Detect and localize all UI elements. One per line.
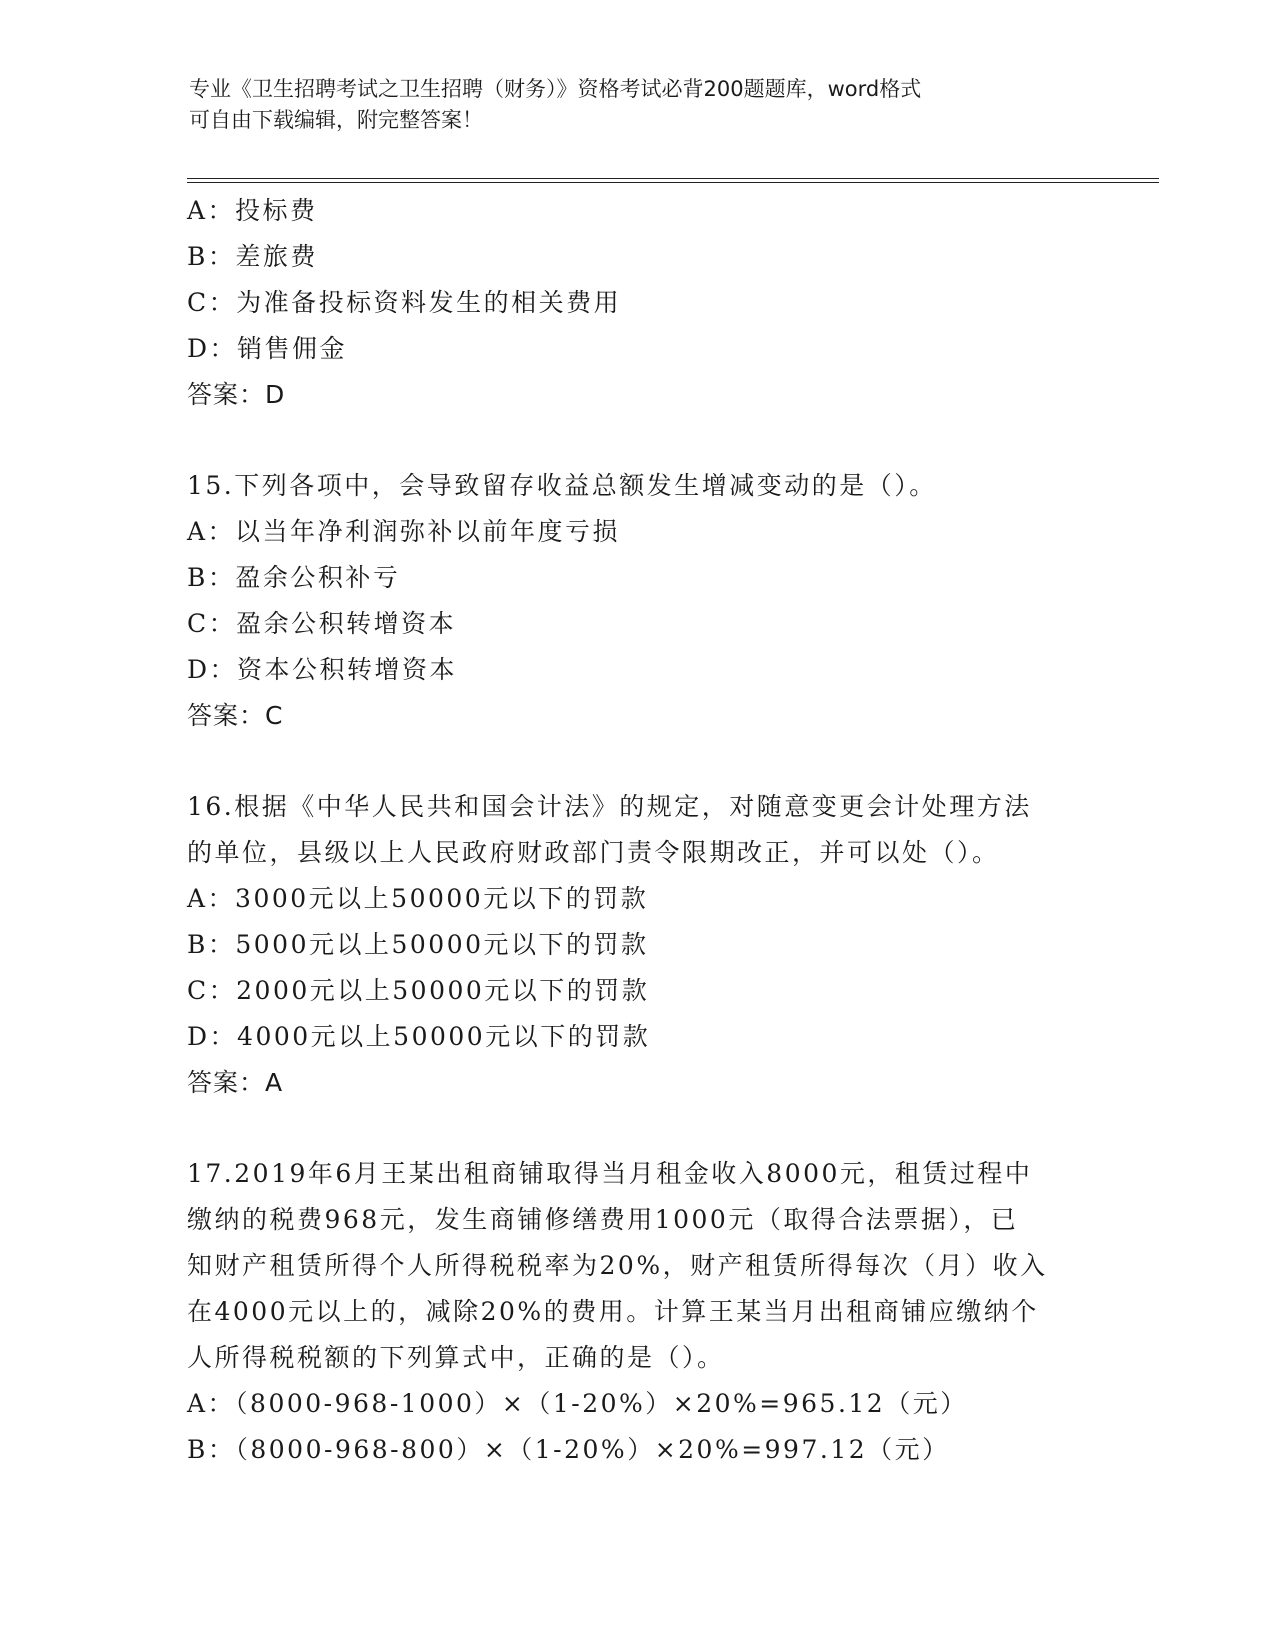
question-16-block	[187, 784, 1087, 1106]
option-a: A：投标费	[187, 196, 318, 225]
question-14-block	[187, 188, 1087, 418]
header-divider-top	[187, 178, 1159, 179]
question-text-line-1: 16.根据《中华人民共和国会计法》的规定，对随意变更会计处理方法	[187, 792, 1032, 821]
option-d: D：销售佣金	[187, 334, 348, 363]
header-title-line-2: 可自由下载编辑，附完整答案！	[189, 108, 483, 132]
question-text-line-3: 知财产租赁所得个人所得税税率为20%，财产租赁所得每次（月）收入	[187, 1251, 1048, 1280]
answer-line: 答案：C	[187, 701, 284, 730]
question-15-block	[187, 463, 1087, 739]
answer-line: 答案：A	[187, 1068, 284, 1097]
question-17-block	[187, 1151, 1087, 1473]
option-c: C：盈余公积转增资本	[187, 609, 457, 638]
header-divider-bottom	[187, 182, 1159, 183]
question-text-line-1: 17.2019年6月王某出租商铺取得当月租金收入8000元，租赁过程中	[187, 1159, 1033, 1188]
question-text-line-2: 缴纳的税费968元，发生商铺修缮费用1000元（取得合法票据），已	[187, 1205, 1019, 1234]
option-b: B：盈余公积补亏	[187, 563, 401, 592]
spacer	[187, 1106, 1087, 1151]
question-text-line-2: 的单位，县级以上人民政府财政部门责令限期改正，并可以处（）。	[187, 838, 1000, 867]
option-a: A：以当年净利润弥补以前年度亏损	[187, 517, 621, 546]
header-title-line-1: 专业《卫生招聘考试之卫生招聘（财务）》资格考试必背200题题库，word格式	[189, 77, 922, 101]
option-c: C：为准备投标资料发生的相关费用	[187, 288, 622, 317]
option-c: C：2000元以上50000元以下的罚款	[187, 976, 650, 1005]
question-text: 15.下列各项中，会导致留存收益总额发生增减变动的是（）。	[187, 471, 937, 500]
document-body	[187, 188, 1087, 1473]
option-a: A：（8000-968-1000）×（1-20%）×20%=965.12（元）	[187, 1389, 968, 1418]
option-b: B：差旅费	[187, 242, 318, 271]
question-text-line-4: 在4000元以上的，减除20%的费用。计算王某当月出租商铺应缴纳个	[187, 1297, 1039, 1326]
document-header	[189, 74, 1089, 136]
question-text-line-5: 人所得税税额的下列算式中，正确的是（）。	[187, 1343, 725, 1372]
answer-line: 答案：D	[187, 380, 286, 409]
option-a: A：3000元以上50000元以下的罚款	[187, 884, 649, 913]
option-d: D：4000元以上50000元以下的罚款	[187, 1022, 651, 1051]
spacer	[187, 739, 1087, 784]
option-b: B：5000元以上50000元以下的罚款	[187, 930, 649, 959]
option-b: B：（8000-968-800）×（1-20%）×20%=997.12（元）	[187, 1435, 950, 1464]
option-d: D：资本公积转增资本	[187, 655, 458, 684]
spacer	[187, 418, 1087, 463]
